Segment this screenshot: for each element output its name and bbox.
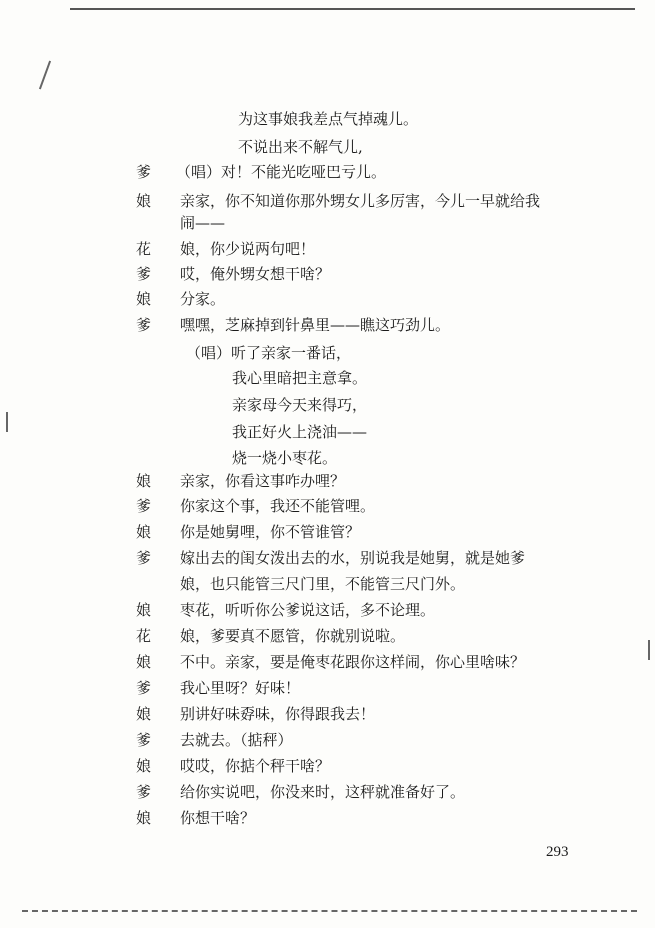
speaker-label: 爹 (136, 497, 152, 515)
dialogue-line: 娘，你少说两句吧！ (180, 240, 316, 258)
bottom-rule (22, 910, 637, 912)
dialogue-line: 哎哎，你掂个秤干啥？ (180, 757, 331, 775)
verse-line: （唱）听了亲家一番话， (186, 344, 352, 362)
speaker-label: 娘 (136, 757, 152, 775)
verse-line: 为这事娘我差点气掉魂儿。 (238, 110, 419, 128)
speaker-label: 娘 (136, 290, 152, 308)
speaker-label: 娘 (136, 523, 152, 541)
margin-mark (6, 412, 8, 432)
margin-mark (648, 640, 650, 660)
dialogue-line: 闹—— (180, 214, 226, 232)
dialogue-line: 亲家，你看这事咋办哩？ (180, 472, 346, 490)
dialogue-line: 给你实说吧，你没来时，这秤就准备好了。 (180, 783, 466, 801)
verse-line: 不说出来不解气儿, (238, 138, 363, 156)
dialogue-line: 你是她舅哩，你不管谁管？ (180, 523, 361, 541)
dialogue-line: 哎，俺外甥女想干啥？ (180, 265, 331, 283)
dialogue-line: 我心里呀？好味！ (180, 679, 301, 697)
speaker-label: 娘 (136, 601, 152, 619)
speaker-label: 花 (136, 240, 152, 258)
speaker-label: 娘 (136, 653, 152, 671)
speaker-label: 爹 (136, 679, 152, 697)
dialogue-line: 嘿嘿，芝麻掉到针鼻里——瞧这巧劲儿。 (180, 316, 451, 334)
page-number: 293 (546, 844, 569, 860)
speaker-label: 爹 (136, 316, 152, 334)
verse-line: 烧一烧小枣花。 (232, 449, 338, 467)
dialogue-line: 娘，也只能管三尺门里，不能管三尺门外。 (180, 575, 466, 593)
speaker-label: 爹 (136, 783, 152, 801)
dialogue-line: 你想干啥？ (180, 809, 256, 827)
verse-line: 亲家母今天来得巧， (232, 396, 368, 414)
speaker-label: 娘 (136, 472, 152, 490)
dialogue-line: 分家。 (180, 290, 226, 308)
dialogue-line: （唱）对！不能光吃哑巴亏儿。 (176, 163, 387, 181)
dialogue-line: 别讲好味孬味，你得跟我去！ (180, 705, 376, 723)
verse-line: 我心里暗把主意拿。 (232, 369, 368, 387)
speaker-label: 花 (136, 627, 152, 645)
dialogue-line: 亲家，你不知道你那外甥女儿多厉害，今儿一早就给我 (180, 192, 541, 210)
speaker-label: 娘 (136, 705, 152, 723)
speaker-label: 爹 (136, 549, 152, 567)
margin-mark (39, 61, 51, 90)
speaker-label: 爹 (136, 731, 152, 749)
speaker-label: 娘 (136, 192, 152, 210)
speaker-label: 娘 (136, 809, 152, 827)
top-rule (70, 8, 635, 10)
dialogue-line: 嫁出去的闺女泼出去的水，别说我是她舅，就是她爹 (180, 549, 526, 567)
verse-line: 我正好火上浇油—— (232, 423, 368, 441)
speaker-label: 爹 (136, 163, 152, 181)
speaker-label: 爹 (136, 265, 152, 283)
dialogue-line: 娘，爹要真不愿管，你就别说啦。 (180, 627, 406, 645)
dialogue-line: 去就去。（掂秤） (180, 731, 293, 749)
dialogue-line: 你家这个事，我还不能管哩。 (180, 497, 376, 515)
dialogue-line: 枣花，听听你公爹说这话，多不论理。 (180, 601, 436, 619)
dialogue-line: 不中。亲家，要是俺枣花跟你这样闹，你心里啥味？ (180, 653, 526, 671)
